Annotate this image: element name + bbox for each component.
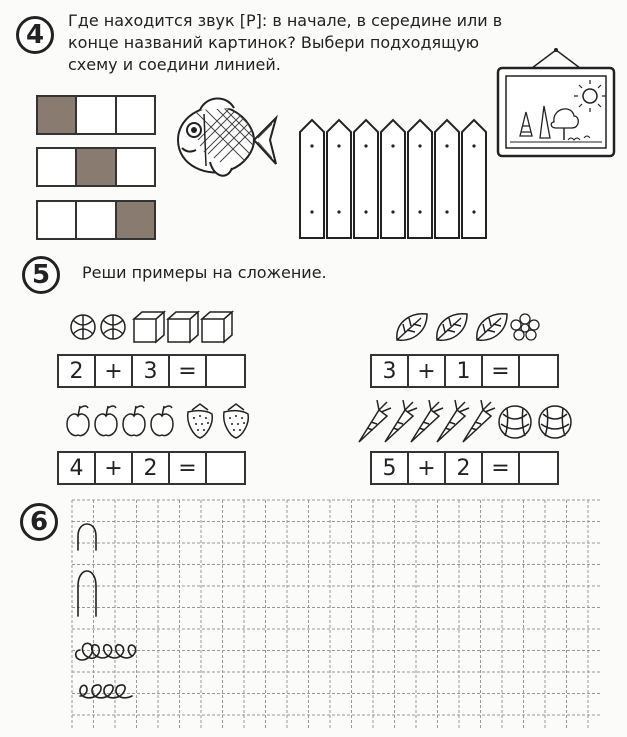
equation-first-addend: 3 <box>372 356 409 386</box>
equation-equals-sign: = <box>170 453 207 483</box>
scheme-cell <box>38 202 77 238</box>
scheme-cell <box>77 202 116 238</box>
equation-second-addend: 2 <box>446 453 483 483</box>
fish-picture[interactable] <box>170 92 280 184</box>
task-5-instructions: Реши примеры на сложение. <box>82 263 327 282</box>
task-4-number-badge: 4 <box>16 16 54 54</box>
equation-equals-sign: = <box>170 356 207 386</box>
equation-answer-field[interactable] <box>207 453 244 483</box>
equation-plus-sign: + <box>96 356 133 386</box>
scheme-cell <box>77 97 116 133</box>
equation-plus-sign: + <box>409 356 446 386</box>
scheme-cell <box>38 149 77 185</box>
equation-second-addend: 2 <box>133 453 170 483</box>
equation-row-4 <box>370 451 559 485</box>
scheme-cell <box>117 97 154 133</box>
equation-second-addend: 3 <box>133 356 170 386</box>
equation-row-1 <box>57 354 246 388</box>
equation-answer-field[interactable] <box>520 453 557 483</box>
scheme-cell-filled <box>77 149 116 185</box>
sound-scheme-beginning[interactable] <box>36 95 156 135</box>
task-5-number-badge: 5 <box>22 256 60 294</box>
equation-plus-sign: + <box>96 453 133 483</box>
equation-first-addend: 2 <box>59 356 96 386</box>
scheme-cell-filled <box>117 202 154 238</box>
scheme-cell-filled <box>38 97 77 133</box>
apples-and-strawberries-picture <box>64 400 254 440</box>
framed-picture[interactable] <box>496 46 616 160</box>
equation-answer-field[interactable] <box>207 356 244 386</box>
leaves-and-flower-picture <box>393 310 543 346</box>
task-4-line-3: схему и соедини линией. <box>68 55 281 74</box>
carrots-and-cabbages-picture <box>357 394 577 446</box>
equation-first-addend: 4 <box>59 453 96 483</box>
fence-picture[interactable] <box>298 118 490 240</box>
handwriting-sample-arches <box>72 500 242 730</box>
equation-answer-field[interactable] <box>520 356 557 386</box>
task-6-number-badge: 6 <box>20 503 58 541</box>
task-4-instructions <box>68 10 502 76</box>
sound-scheme-end[interactable] <box>36 200 156 240</box>
task-4-line-2: конце названий картинок? Выбери подходящую <box>68 33 480 52</box>
scheme-cell <box>117 149 154 185</box>
equation-plus-sign: + <box>409 453 446 483</box>
equation-equals-sign: = <box>483 356 520 386</box>
equation-first-addend: 5 <box>372 453 409 483</box>
equation-row-3 <box>57 451 246 485</box>
sound-scheme-middle[interactable] <box>36 147 156 187</box>
equation-equals-sign: = <box>483 453 520 483</box>
task-4-line-1: Где находится звук [Р]: в начале, в середине или в <box>68 11 503 30</box>
balls-and-cubes-picture <box>70 310 235 344</box>
equation-second-addend: 1 <box>446 356 483 386</box>
equation-row-2 <box>370 354 559 388</box>
